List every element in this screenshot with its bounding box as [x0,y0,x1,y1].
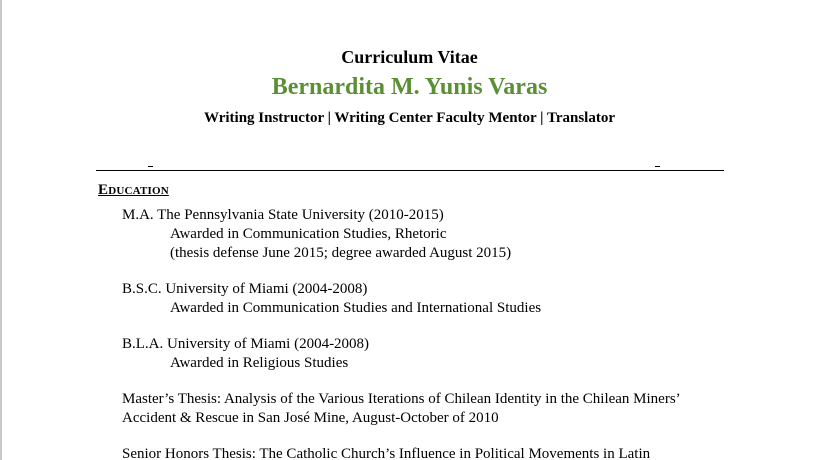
education-entry-bla [122,335,369,373]
header-divider [96,170,724,171]
degree-detail: Awarded in Religious Studies [170,355,349,371]
masters-thesis-line-1: Master’s Thesis: Analysis of the Various Iterations of Chilean Identity in the Chilean Miners’ [122,391,681,407]
degree-line: M.A. The Pennsylvania State University (2010-2015) [122,207,444,223]
section-heading-education: Education [98,182,169,198]
document-title: Curriculum Vitae [341,47,478,67]
page-left-edge [0,0,2,460]
education-entry-bsc [122,280,541,318]
degree-detail: Awarded in Communication Studies, Rhetoric [170,226,447,242]
senior-honors-thesis: Senior Honors Thesis: The Catholic Church’s Influence in Political Movements in Latin [122,446,651,460]
degree-detail: Awarded in Communication Studies and International Studies [170,300,542,316]
degree-line: B.S.C. University of Miami (2004-2008) [122,281,368,297]
education-entry-ma [122,206,511,263]
roles-line: Writing Instructor | Writing Center Faculty Mentor | Translator [203,110,616,126]
person-name: Bernardita M. Yunis Varas [271,74,548,100]
degree-line: B.L.A. University of Miami (2004-2008) [122,336,370,352]
divider-tick-right [655,166,660,167]
divider-tick-left [148,166,153,167]
degree-detail: (thesis defense June 2015; degree awarded August 2015) [170,245,512,261]
masters-thesis-line-2: Accident & Rescue in San José Mine, August-October of 2010 [122,410,499,426]
